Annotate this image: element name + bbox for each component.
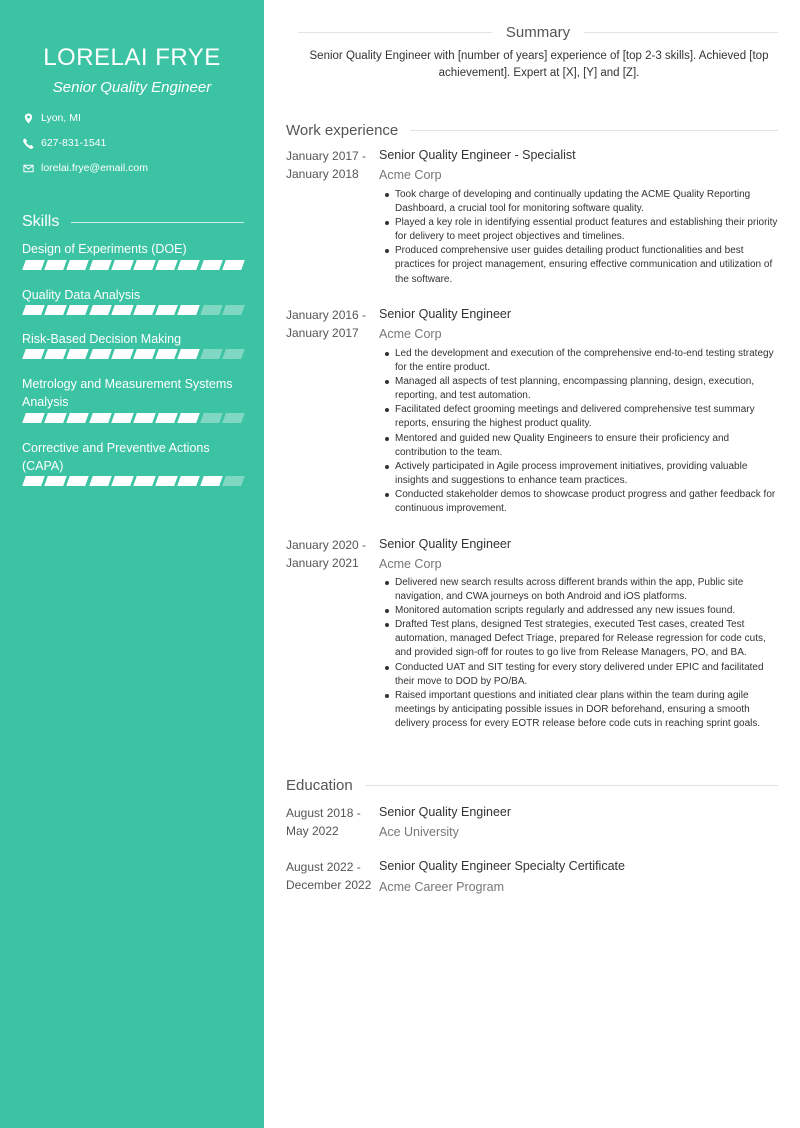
- job-bullet: Played a key role in identifying essential product features and establishing their priority for delivery to meet project objectives and timelines.: [395, 216, 779, 244]
- skill-segment-empty: [200, 305, 222, 315]
- contact-email: [22, 160, 148, 176]
- phone-icon: [22, 137, 34, 149]
- skill-segment-filled: [178, 305, 200, 315]
- job-bullet: Mentored and guided new Quality Engineers to ensure their proficiency and contribution to the team.: [395, 432, 779, 460]
- skill-name: Metrology and Measurement Systems Analysis: [22, 377, 233, 409]
- summary-divider-right: [584, 32, 778, 33]
- job-date-end: January 2017: [286, 326, 359, 340]
- skill-segment-filled: [89, 305, 111, 315]
- skill-segment-filled: [200, 476, 222, 486]
- skill-segment-filled: [22, 305, 44, 315]
- education-divider: [365, 785, 778, 786]
- skill-segment-filled: [22, 349, 44, 359]
- job-bullet: Took charge of developing and continually updating the ACME Quality Reporting Dashboard, a crucial tool for monitoring software quality.: [395, 188, 779, 216]
- summary-divider-left: [298, 32, 492, 33]
- skills-divider: [71, 222, 244, 223]
- summary-heading: [298, 24, 778, 41]
- job-title: Senior Quality Engineer: [379, 537, 512, 551]
- job-date: [286, 306, 378, 342]
- skill-segment-filled: [67, 260, 89, 270]
- job-date-end: January 2018: [286, 167, 359, 181]
- skill-segment-filled: [111, 476, 133, 486]
- skill-name: Corrective and Preventive Actions (CAPA): [22, 441, 210, 473]
- skill-segment-filled: [155, 413, 177, 423]
- job-date: [286, 536, 378, 572]
- skill-segment-filled: [89, 349, 111, 359]
- skill-segment-filled: [22, 260, 44, 270]
- skill-segment-filled: [155, 476, 177, 486]
- job-bullet: Led the development and execution of the comprehensive end-to-end testing strategy for the entire product.: [395, 347, 779, 375]
- education-date: [286, 858, 378, 894]
- education-heading: [286, 777, 778, 794]
- education-date-start: August 2018 -: [286, 806, 361, 820]
- job-bullets: [395, 576, 779, 731]
- skill-segment-filled: [133, 413, 155, 423]
- skill-segment-filled: [44, 476, 66, 486]
- work-divider: [410, 130, 778, 131]
- skill-segment-filled: [178, 349, 200, 359]
- education-date-end: December 2022: [286, 878, 372, 892]
- education-title: Senior Quality Engineer Specialty Certificate: [379, 859, 625, 873]
- skill-level-bar: [24, 260, 246, 270]
- job-bullet: Raised important questions and initiated clear plans within the team during agile meetings by anticipating possible issues in DOR beforehand, ensuring a smooth delivery process for every EOTR release before code cuts in reaching sprint goals.: [395, 689, 779, 731]
- contact-location: [22, 110, 81, 126]
- skill-segment-filled: [22, 476, 44, 486]
- skill-segment-filled: [67, 413, 89, 423]
- skill-segment-empty: [222, 349, 244, 359]
- job-company: Acme Corp: [379, 557, 442, 571]
- skill-segment-empty: [222, 476, 244, 486]
- work-heading-text: Work experience: [286, 122, 399, 139]
- skill-segment-empty: [200, 349, 222, 359]
- skill-segment-filled: [111, 260, 133, 270]
- email-text[interactable]: lorelai.frye@email.com: [41, 162, 148, 174]
- education-date-start: August 2022 -: [286, 860, 361, 874]
- job-title: Senior Quality Engineer: [379, 307, 512, 321]
- skills-heading: [22, 213, 244, 231]
- job-bullet: Conducted UAT and SIT testing for every story delivered under EPIC and facilitated their move to DOD by PO/BA.: [395, 661, 779, 689]
- skill-segment-filled: [44, 260, 66, 270]
- skill-segment-filled: [133, 305, 155, 315]
- job-date: [286, 147, 378, 183]
- skill-level-bar: [24, 305, 246, 315]
- education-date-end: May 2022: [286, 824, 339, 838]
- skill-segment-filled: [155, 305, 177, 315]
- skill-segment-filled: [89, 260, 111, 270]
- job-bullet: Managed all aspects of test planning, encompassing planning, design, execution, reporting, and test automation.: [395, 375, 779, 403]
- job-date-start: January 2020 -: [286, 538, 367, 552]
- sidebar: [0, 0, 264, 1128]
- skill-segment-filled: [89, 413, 111, 423]
- location-pin-icon: [22, 112, 34, 124]
- skill-segment-filled: [178, 260, 200, 270]
- skill-segment-filled: [200, 260, 222, 270]
- skill-segment-filled: [44, 413, 66, 423]
- skill-segment-empty: [222, 413, 244, 423]
- skill-name: Design of Experiments (DOE): [22, 242, 187, 256]
- skill-segment-filled: [89, 476, 111, 486]
- skill-level-bar: [24, 349, 246, 359]
- education-title: Senior Quality Engineer: [379, 805, 512, 819]
- skill-segment-filled: [155, 349, 177, 359]
- skills-heading-text: Skills: [22, 213, 60, 230]
- job-title: Senior Quality Engineer - Specialist: [379, 148, 576, 162]
- job-company: Acme Corp: [379, 168, 442, 182]
- skill-level-bar: [24, 413, 246, 423]
- main-content: [264, 0, 800, 1128]
- skill-segment-filled: [44, 305, 66, 315]
- skill-segment-filled: [178, 476, 200, 486]
- skill-segment-filled: [111, 305, 133, 315]
- candidate-name: LORELAI FRYE: [43, 44, 221, 71]
- skill-segment-filled: [133, 260, 155, 270]
- skill-segment-filled: [222, 260, 244, 270]
- skill-segment-empty: [222, 305, 244, 315]
- skill-segment-filled: [133, 349, 155, 359]
- skill-segment-filled: [111, 349, 133, 359]
- job-bullet: Actively participated in Agile process improvement initiatives, providing valuable insights and suggestions to enhance team practices.: [395, 460, 779, 488]
- job-bullet: Monitored automation scripts regularly and addressed any new issues found.: [395, 604, 779, 618]
- candidate-role: Senior Quality Engineer: [52, 79, 212, 96]
- skill-segment-filled: [67, 305, 89, 315]
- contact-phone: [22, 135, 106, 151]
- skill-segment-empty: [200, 413, 222, 423]
- skill-segment-filled: [178, 413, 200, 423]
- work-heading: [286, 122, 778, 139]
- job-bullet: Facilitated defect grooming meetings and delivered comprehensive test summary reports, ensuring the highest product quality.: [395, 403, 779, 431]
- skill-segment-filled: [155, 260, 177, 270]
- skill-segment-filled: [44, 349, 66, 359]
- skill-segment-filled: [111, 413, 133, 423]
- job-bullet: Conducted stakeholder demos to showcase product progress and gather feedback for continuous improvement.: [395, 488, 779, 516]
- job-bullet: Delivered new search results across different brands within the app, Public site navigation, and CWA journeys on both Android and iOS platforms.: [395, 576, 779, 604]
- location-text: Lyon, MI: [41, 112, 81, 124]
- summary-text: Senior Quality Engineer with [number of years] experience of [top 2-3 skills]. Achieved [top achievement]. Expert at [X], [Y] and [Z].: [309, 50, 769, 79]
- envelope-icon: [22, 162, 34, 174]
- skill-segment-filled: [22, 413, 44, 423]
- skill-name: Quality Data Analysis: [22, 288, 141, 302]
- skill-segment-filled: [133, 476, 155, 486]
- skill-segment-filled: [67, 476, 89, 486]
- job-bullets: [395, 188, 779, 287]
- summary-heading-text: Summary: [505, 24, 571, 41]
- education-school: Ace University: [379, 825, 459, 839]
- job-date-end: January 2021: [286, 556, 359, 570]
- skill-name: Risk-Based Decision Making: [22, 332, 182, 346]
- job-bullet: Drafted Test plans, designed Test strategies, executed Test cases, created Test automation, managed Defect Triage, prepared for Release regression for code cuts, and provided sign-off for routes to go live from Release Managers, PO, and BA.: [395, 618, 779, 660]
- education-date: [286, 804, 378, 840]
- education-school: Acme Career Program: [379, 880, 505, 894]
- job-company: Acme Corp: [379, 327, 442, 341]
- job-date-start: January 2016 -: [286, 308, 367, 322]
- education-heading-text: Education: [286, 777, 353, 794]
- job-bullets: [395, 347, 779, 516]
- job-bullet: Produced comprehensive user guides detailing product functionalities and best practices for project management, ensuring effective communication and utilization of the software.: [395, 244, 779, 286]
- skill-segment-filled: [67, 349, 89, 359]
- job-date-start: January 2017 -: [286, 149, 367, 163]
- phone-text[interactable]: 627-831-1541: [41, 137, 107, 149]
- skill-level-bar: [24, 476, 246, 486]
